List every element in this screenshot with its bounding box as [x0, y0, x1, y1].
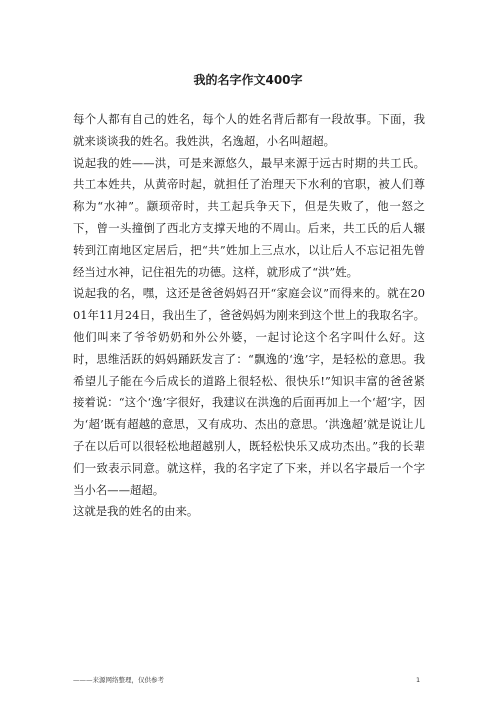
paragraph-4: 这就是我的姓名的由来。	[73, 504, 199, 519]
document-body	[73, 109, 425, 523]
paragraph-1: 每个人都有自己的姓名，每个人的姓名背后都有一段故事。下面，我就来谈谈我的姓名。我姓洪，名逸超，小名叫超超。	[73, 112, 425, 148]
paragraph-2: 说起我的姓——洪，可是来源悠久，最早来源于远古时期的共工氏。共工本姓共，从黄帝时起，就担任了治理天下水利的官职，被人们尊称为“水神”。颛顼帝时，共工起兵争天下，但是失败了，他一怒之下，曾一头撞倒了西北方支撑天地的不周山。后来，共工氏的后人辗转到江南地区定居后，把“共”姓加上三点水，以让后人不忘记祖先曾经当过水神，记住祖先的功德。这样，就形成了“洪”姓。	[73, 155, 425, 279]
footer-source-note: ———来源网络整理，仅供参考	[73, 676, 164, 684]
footer-page-number: 1	[416, 676, 421, 684]
document-title: 我的名字作文400字	[193, 73, 303, 87]
paragraph-3: 说起我的名，嘿，这还是爸爸妈妈召开“家庭会议”而得来的。就在2001年11月24日，我出生了，爸爸妈妈为刚来到这个世上的我取名字。他们叫来了爷爷奶奶和外公外婆，一起讨论这个名字叫什么好。这时，思维活跃的妈妈踊跃发言了：“飘逸的‘逸’字，是轻松的意思。我希望儿子能在今后成长的道路上很轻松、很快乐!”知识丰富的爸爸紧接着说：“这个‘逸’字很好，我建议在洪逸的后面再加上一个‘超’字，因为‘超’既有超越的意思，又有成功、杰出的意思。‘洪逸超’就是说让儿子在以后可以很轻松地超越别人，既轻松快乐又成功杰出。”我的长辈们一致表示同意。就这样，我的名字定了下来，并以名字最后一个字当小名——超超。	[73, 286, 425, 497]
